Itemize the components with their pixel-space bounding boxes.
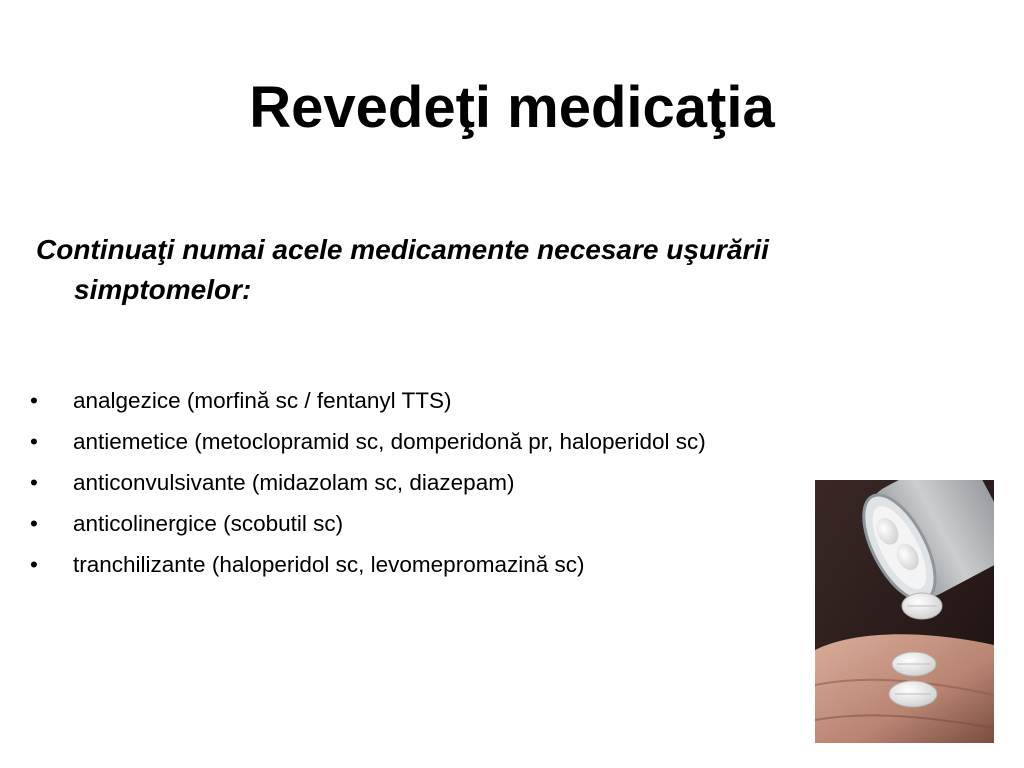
medication-list <box>30 380 930 585</box>
list-item-text: anticonvulsivante (midazolam sc, diazepam) <box>73 470 515 495</box>
list-item <box>30 544 930 585</box>
bullet: • <box>30 511 38 536</box>
slide-title: Revedeţi medicaţia <box>249 75 775 140</box>
list-item <box>30 462 930 503</box>
list-item-text: antiemetice (metoclopramid sc, domperidonă pr, haloperidol sc) <box>73 429 706 454</box>
list-item-text: anticolinergice (scobutil sc) <box>73 511 344 536</box>
list-item-text: analgezice (morfină sc / fentanyl TTS) <box>73 388 452 413</box>
list-item <box>30 421 930 462</box>
list-item <box>30 380 930 421</box>
bullet: • <box>30 388 38 413</box>
intro-text: Continuaţi numai acele medicamente necesare uşurării simptomelor: <box>36 234 769 305</box>
list-item-text: tranchilizante (haloperidol sc, levomepromazină sc) <box>73 552 585 577</box>
pills-photo <box>815 480 994 743</box>
bullet: • <box>30 552 38 577</box>
list-item <box>30 503 930 544</box>
bullet: • <box>30 470 38 495</box>
bullet: • <box>30 429 38 454</box>
